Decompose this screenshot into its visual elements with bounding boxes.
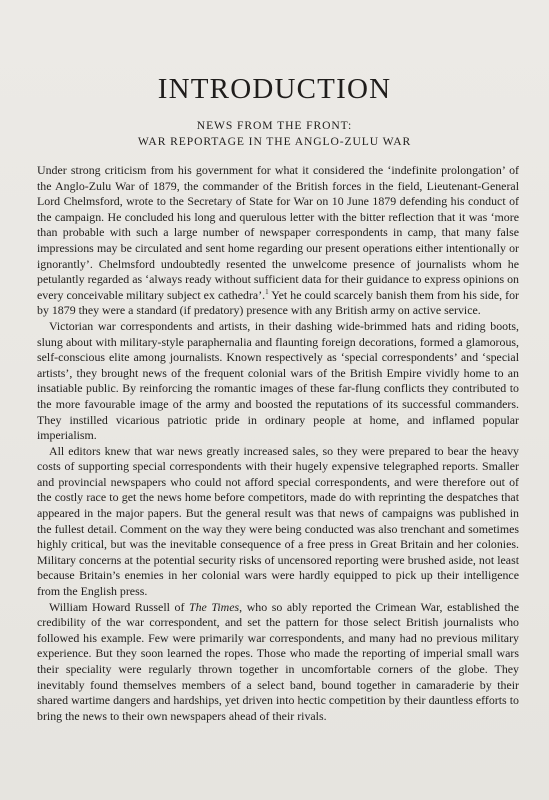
subtitle-line-2: WAR REPORTAGE IN THE ANGLO-ZULU WAR (137, 135, 412, 148)
chapter-title: INTRODUCTION (157, 73, 392, 105)
paragraph-4-text-cont: , who so ably reported the Crimean War, established the credibility of the war correspondent, and set the pattern for those select British journalists who followed his example. Few were primarily war correspondents, and many had no previous military experience. But they soon learned the ropes. Those who made the reporting of imperial small wars their speciality were regularly thrown together in uncomfortable corners of the globe. They inevitably found themselves members of a select band, bound together in camaraderie by their shared wartime dangers and hardships, yet driven into hectic competition by their dauntless efforts to bring the news to their own newspapers ahead of their rivals. (37, 599, 520, 723)
paragraph-1 (37, 163, 519, 319)
paragraph-1-text: Under strong criticism from his government for what it considered the ‘indefinite prolongation’ of the Anglo-Zulu War of 1879, the commander of the British forces in the field, Lieutenant-General Lord Chelmsford, wrote to the Secretary of State for War on 10 June 1879 defending his conduct of the campaign. He concluded his long and querulous letter with the bitter reflection that it was ‘more than probable with such a large number of newspaper correspondents in camp, that many false impressions may be circulated and sent home regarding our present operations either intentionally or ignorantly’. Chelmsford undoubtedly resented the unwelcome presence of journalists whom he petulantly regarded as ‘always ready without sufficient data for their guidance to express opinions on every conceivable military subject ex cathedra’. (37, 163, 519, 302)
newspaper-title: The Times (189, 599, 240, 614)
paragraph-4 (37, 600, 519, 725)
chapter-subtitle (0, 118, 549, 150)
paragraph-2 (37, 319, 519, 444)
paragraph-1-text-cont: Yet he could scarcely banish them from his side, for by 1879 they were a standard (if predatory) presence with any British army on active service. (37, 287, 519, 318)
paragraph-3 (37, 444, 519, 600)
footnote-marker: 1 (265, 287, 269, 296)
paragraph-4-text: William Howard Russell of (49, 599, 189, 614)
subtitle-line-1: NEWS FROM THE FRONT: (196, 119, 353, 132)
paragraph-3-text: All editors knew that war news greatly increased sales, so they were prepared to bear the heavy costs of supporting special correspondents with their hugely expensive telegraphed reports. Smaller and provincial newspapers who could not afford special correspondents, and were therefore out of the costly race to get the news home before competitors, made do with reprinting the despatches that appeared in the major papers. But the general result was that news of campaigns was published in the fullest detail. Comment on the way they were being conducted was also trenchant and sometimes highly critical, but was the inevitable consequence of a free press in Great Britain and her colonies. Military concerns at the potential security risks of uncensored reporting were brushed aside, not least because Britain’s enemies in her colonial wars were hardly equipped to pick up their intelligence from the English press. (37, 443, 519, 599)
body-text (37, 163, 519, 724)
paragraph-2-text: Victorian war correspondents and artists, in their dashing wide-brimmed hats and riding boots, slung about with military-style paraphernalia and flaunting foreign decorations, formed a glamorous, self-conscious elite among journalists. Known respectively as ‘special correspondents’ and ‘special artists’, they brought news of the frequent colonial wars of the British Empire vividly home to an insatiable public. By reinforcing the romantic images of these far-flung conflicts they contributed to the more favourable image of the army and boosted the reputations of its successful commanders. They instilled vicarious patriotic pride in ordinary people at home, and inflamed popular imperialism. (37, 318, 519, 443)
